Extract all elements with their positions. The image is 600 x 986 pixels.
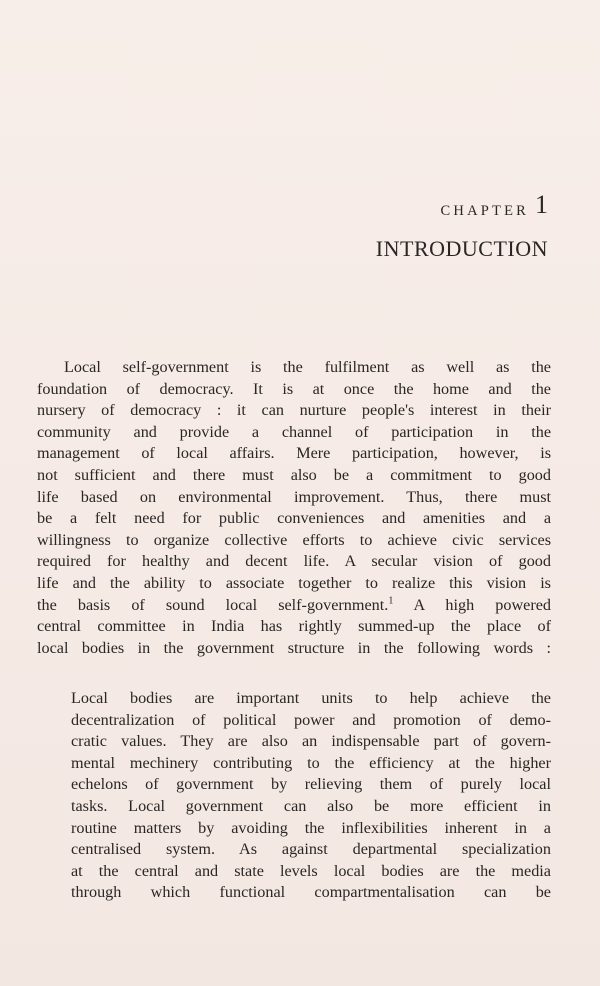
quote-line: through which functional compartmentalisation can be <box>71 883 551 902</box>
text-line: be a felt need for public conveniences and amenities and a <box>37 509 551 528</box>
footnote-reference: 1 <box>388 595 394 607</box>
chapter-heading <box>441 192 548 222</box>
text-line: foundation of democracy. It is at once the home and the <box>37 379 551 398</box>
text-line: life based on environmental improvement. Thus, there must <box>37 487 551 506</box>
quote-line: cratic values. They are also an indispensable part of govern- <box>71 732 551 751</box>
block-quote <box>71 688 551 904</box>
chapter-title: INTRODUCTION <box>375 236 548 261</box>
quote-line: decentralization of political power and promotion of demo- <box>71 710 551 729</box>
text-line: willingness to organize collective efforts to achieve civic services <box>37 530 551 549</box>
quote-line: Local bodies are important units to help achieve the <box>71 689 551 707</box>
chapter-label: CHAPTER <box>440 203 529 219</box>
quote-line: routine matters by avoiding the inflexibilities inherent in a <box>71 818 551 837</box>
quote-line: mental mechinery contributing to the efficiency at the higher <box>71 753 551 772</box>
text-line: central committee in India has rightly summed-up the place of <box>37 617 551 636</box>
quote-line: tasks. Local government can also be more efficient in <box>71 796 551 815</box>
text-line: not sufficient and there must also be a commitment to good <box>37 465 551 484</box>
chapter-number: 1 <box>535 190 548 219</box>
text-line: Local self-government is the fulfilment as well as the <box>64 358 551 376</box>
text-line: community and provide a channel of participation in the <box>37 422 551 441</box>
text-line: life and the ability to associate together to realize this vision is <box>37 573 551 592</box>
quote-line: echelons of government by relieving them of purely local <box>71 775 551 794</box>
text-line: nursery of democracy : it can nurture people's interest in their <box>37 401 551 420</box>
quote-line: centralised system. As against departmental specialization <box>71 840 551 859</box>
body-paragraph <box>37 357 551 659</box>
text-segment: the basis of sound local self-government. <box>37 595 389 614</box>
text-line-with-footnote <box>37 595 551 617</box>
text-segment: A high powered <box>393 595 551 614</box>
text-line: required for healthy and decent life. A secular vision of good <box>37 552 551 571</box>
quote-line: at the central and state levels local bodies are the media <box>71 861 551 880</box>
text-line: management of local affairs. Mere participation, however, is <box>37 444 551 463</box>
text-line: local bodies in the government structure in the following words : <box>37 638 551 657</box>
